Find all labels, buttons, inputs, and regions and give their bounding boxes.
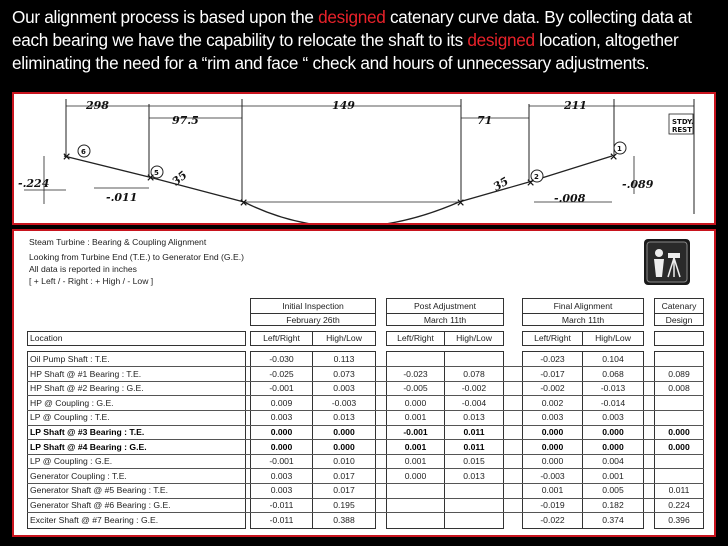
post-date: March 11th [387, 313, 503, 327]
header-final-hl: High/Low [582, 331, 644, 346]
dim-97-5: 97.5 [172, 114, 199, 127]
cell-p-hl: -0.002 [461, 383, 487, 394]
cell-f-hl: 0.005 [602, 485, 624, 496]
table-row [14, 397, 716, 410]
cell-f-lr: -0.003 [540, 470, 565, 481]
table-row [14, 353, 716, 366]
cell-f-lr: -0.019 [540, 500, 565, 510]
cell-loc: Generator Shaft @ #5 Bearing : T.E. [30, 485, 169, 496]
cell-f-hl: 0.068 [602, 368, 624, 379]
initial-date: February 26th [251, 313, 375, 327]
bearing-1-label: 1 [617, 145, 622, 153]
cell-f-lr: 0.000 [541, 456, 564, 467]
cell-p-lr: -0.005 [403, 383, 428, 394]
offset-089: -.089 [622, 178, 654, 191]
dim-298: 298 [86, 99, 109, 112]
cell-p-hl: 0.011 [463, 441, 485, 452]
angle-35-right: 35 [491, 174, 511, 194]
cell-f-hl: 0.104 [602, 354, 624, 364]
table-row [14, 455, 716, 468]
header-post-lr: Left/Right [386, 331, 445, 346]
cell-loc: Generator Shaft @ #6 Bearing : G.E. [30, 500, 171, 510]
sign-convention-note: [ + Left / - Right : + High / - Low ] [29, 276, 154, 286]
cell-p-lr: -0.023 [403, 368, 428, 379]
bearing-2-label: 2 [534, 173, 539, 181]
cell-p-lr: 0.000 [404, 470, 427, 481]
header-initial-hl: High/Low [312, 331, 376, 346]
svg-text:×: × [526, 176, 536, 189]
shaft-line [64, 156, 612, 223]
cell-i-lr: 0.000 [270, 441, 293, 452]
cell-loc: HP Shaft @ #1 Bearing : T.E. [30, 368, 142, 379]
cell-cat: 0.011 [668, 485, 690, 496]
cell-i-lr: 0.000 [270, 427, 293, 437]
cell-p-hl: 0.078 [463, 368, 485, 379]
cell-p-hl: 0.011 [463, 427, 485, 437]
cell-loc: LP @ Coupling : T.E. [30, 412, 110, 423]
dim-149: 149 [332, 99, 355, 112]
cell-f-hl: 0.374 [602, 514, 624, 525]
cell-f-lr: 0.000 [541, 427, 564, 437]
table-row [14, 514, 716, 527]
cell-loc: HP @ Coupling : G.E. [30, 397, 114, 408]
cell-cat: 0.000 [668, 427, 690, 437]
header-final-lr: Left/Right [522, 331, 583, 346]
cell-i-hl: 0.195 [333, 500, 355, 510]
initial-title: Initial Inspection [282, 301, 344, 311]
cell-cat: 0.089 [668, 368, 690, 379]
cell-i-hl: 0.010 [333, 456, 355, 467]
surveyor-logo [644, 239, 690, 285]
table-row [14, 470, 716, 483]
cell-i-lr: 0.003 [270, 412, 293, 423]
units-note: All data is reported in inches [29, 264, 137, 274]
cell-i-hl: 0.017 [333, 470, 355, 481]
cell-loc: HP Shaft @ #2 Bearing : G.E. [30, 383, 144, 394]
group-initial-inspection [250, 298, 376, 326]
table-row [14, 426, 716, 439]
cell-i-hl: 0.113 [333, 354, 355, 364]
table-title: Steam Turbine : Bearing & Coupling Alignment [29, 237, 207, 247]
viewing-direction-note: Looking from Turbine End (T.E.) to Generator End (G.E.) [29, 252, 244, 262]
table-row [14, 441, 716, 454]
cell-p-hl: 0.013 [463, 470, 485, 481]
header-text: catenary curve data. By collecting data at each bearing we have the capability to relocate the shaft to its [12, 7, 692, 50]
cell-i-lr: -0.025 [269, 368, 294, 379]
cell-f-hl: 0.001 [602, 470, 624, 481]
header-location: Location [27, 331, 246, 346]
cell-loc: Exciter Shaft @ #7 Bearing : G.E. [30, 514, 159, 525]
cell-f-lr: 0.002 [541, 397, 564, 408]
cell-loc: LP Shaft @ #3 Bearing : T.E. [30, 427, 145, 437]
offset-224: -.224 [18, 177, 50, 190]
final-title: Final Alignment [553, 301, 613, 311]
header-initial-lr: Left/Right [250, 331, 313, 346]
bearing-6-label: 6 [81, 148, 86, 156]
table-row [14, 382, 716, 395]
cell-i-lr: -0.030 [269, 354, 294, 364]
cell-f-lr: -0.023 [540, 354, 565, 364]
cell-i-hl: 0.013 [333, 412, 355, 423]
cell-i-lr: -0.011 [269, 500, 294, 510]
cell-f-hl: 0.003 [602, 412, 624, 423]
cell-cat: 0.008 [668, 383, 690, 394]
cell-cat: 0.000 [668, 441, 690, 452]
cell-f-lr: 0.001 [541, 485, 564, 496]
cell-p-lr: -0.001 [403, 427, 428, 437]
stdy-rest-label-2: REST [672, 126, 692, 134]
header-text: Our alignment process is based upon the [12, 7, 319, 27]
offset-011: -.011 [106, 191, 138, 204]
cell-loc: Generator Coupling : T.E. [30, 470, 127, 481]
catenary-date: Design [655, 313, 703, 327]
svg-text:×: × [146, 171, 156, 184]
cell-i-hl: 0.073 [333, 368, 355, 379]
cell-p-lr: 0.001 [404, 456, 427, 467]
cell-f-hl: 0.004 [602, 456, 624, 467]
table-row [14, 411, 716, 424]
svg-text:×: × [62, 150, 72, 163]
cell-i-lr: -0.001 [269, 456, 294, 467]
table-row [14, 499, 716, 512]
cell-f-lr: 0.000 [541, 441, 564, 452]
cell-p-lr: 0.000 [404, 397, 427, 408]
alignment-table-panel [12, 229, 716, 537]
cell-i-lr: -0.011 [269, 514, 294, 525]
offset-008: -.008 [554, 192, 586, 205]
cell-loc: Oil Pump Shaft : T.E. [30, 354, 110, 364]
cell-i-lr: 0.009 [270, 397, 293, 408]
svg-text:×: × [609, 150, 619, 163]
catenary-diagram [12, 92, 716, 225]
table-row [14, 484, 716, 497]
highlighted-word: designed [318, 7, 386, 27]
header-text: location, altogether eliminating the need for a “rim and face “ check and hours of unnecessary adjustments. [12, 30, 679, 73]
table-row [14, 368, 716, 381]
cell-p-lr: 0.001 [404, 412, 427, 423]
cell-i-lr: 0.003 [270, 485, 293, 496]
cell-f-hl: 0.182 [602, 500, 624, 510]
cell-p-hl: 0.013 [463, 412, 485, 423]
catenary-drawing [14, 94, 714, 223]
cell-p-hl: 0.015 [463, 456, 485, 467]
cell-f-hl: -0.014 [600, 397, 626, 408]
slide-header [12, 6, 718, 75]
dim-211: 211 [564, 99, 587, 112]
cell-f-lr: 0.003 [541, 412, 564, 423]
svg-text:×: × [239, 196, 249, 209]
cell-i-lr: -0.001 [269, 383, 294, 394]
post-title: Post Adjustment [413, 301, 477, 311]
cell-cat: 0.396 [668, 514, 690, 525]
angle-35-left: 35 [169, 168, 190, 189]
cell-i-hl: 0.017 [333, 485, 355, 496]
cell-f-lr: -0.002 [540, 383, 565, 394]
cell-i-hl: -0.003 [331, 397, 357, 408]
group-post-adjustment [386, 298, 504, 326]
cell-loc: LP @ Coupling : G.E. [30, 456, 113, 467]
bearing-5-label: 5 [154, 169, 159, 177]
cell-i-hl: 0.388 [333, 514, 355, 525]
highlighted-word: designed [467, 30, 535, 50]
dim-71: 71 [477, 114, 493, 127]
svg-text:×: × [456, 196, 466, 209]
cell-f-hl: 0.000 [602, 427, 624, 437]
cell-p-hl: -0.004 [461, 397, 487, 408]
header-catenary [654, 331, 704, 346]
stdy-rest-label-1: STDY. [672, 118, 694, 126]
cell-f-lr: -0.017 [540, 368, 565, 379]
cell-i-hl: 0.000 [333, 427, 355, 437]
cell-i-hl: 0.000 [333, 441, 355, 452]
cell-p-lr: 0.001 [404, 441, 427, 452]
group-final-alignment [522, 298, 644, 326]
catenary-title: Catenary [661, 301, 697, 311]
header-post-hl: High/Low [444, 331, 504, 346]
cell-f-hl: 0.000 [602, 441, 624, 452]
cell-f-lr: -0.022 [540, 514, 565, 525]
cell-i-lr: 0.003 [270, 470, 293, 481]
cell-loc: LP Shaft @ #4 Bearing : G.E. [30, 441, 147, 452]
group-catenary-design [654, 298, 704, 326]
cell-cat: 0.224 [668, 500, 690, 510]
final-date: March 11th [523, 313, 643, 327]
cell-f-hl: -0.013 [600, 383, 626, 394]
cell-i-hl: 0.003 [333, 383, 355, 394]
surveyor-with-instrument-icon [644, 239, 690, 285]
